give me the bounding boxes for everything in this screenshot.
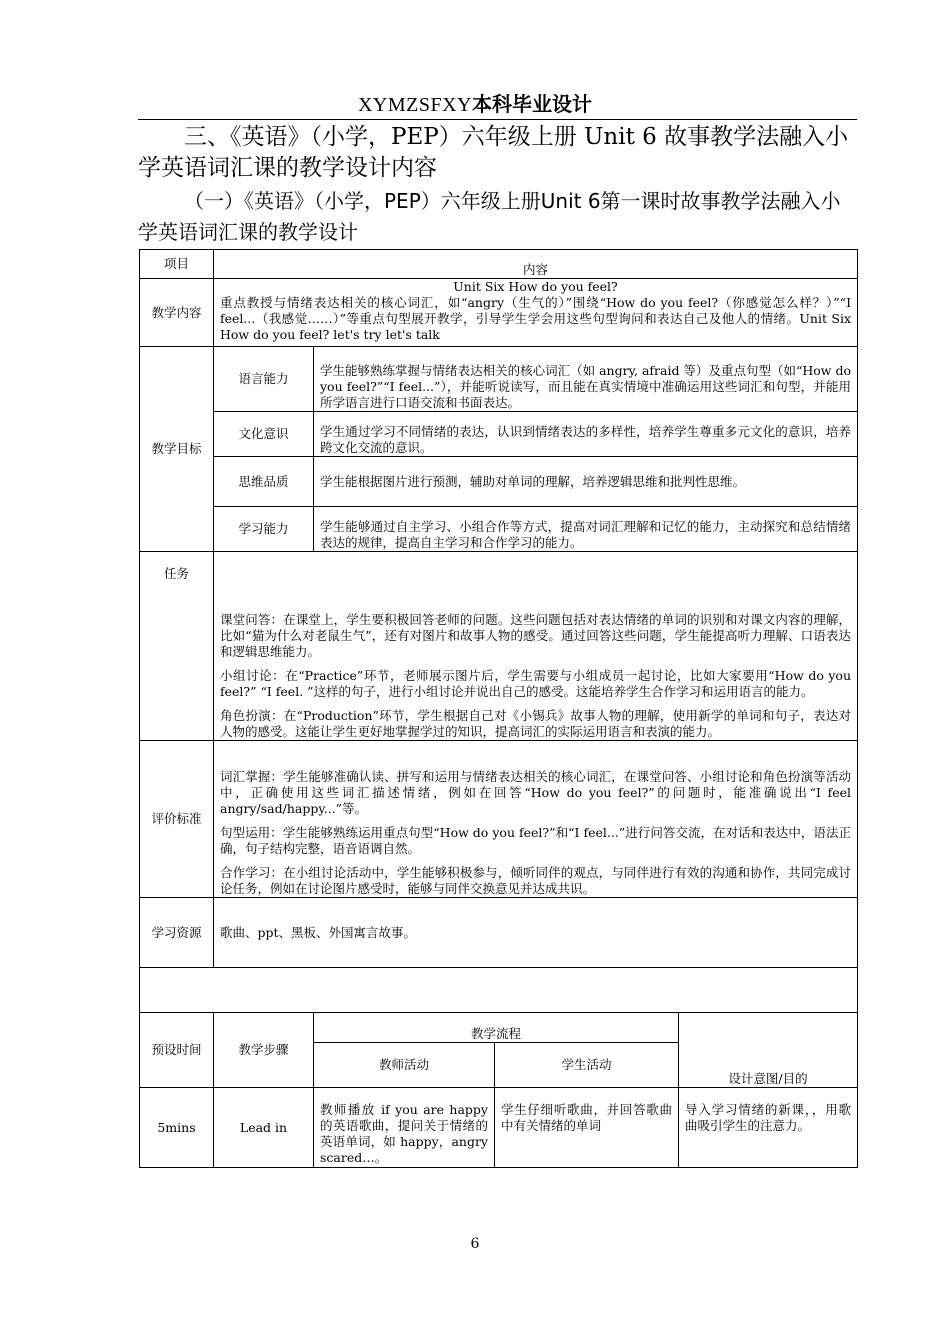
- header-rule: [138, 119, 857, 120]
- eval-item: 合作学习：在小组讨论活动中，学生能够积极参与，倾听同伴的观点，与同伴进行有效的沟通和协作，共同完成讨论任务，例如在讨论图片感受时，能够与同伴交换意见并达成共识。: [220, 865, 852, 896]
- goal-name: 学习能力: [214, 507, 314, 552]
- content-text: 重点教授与情绪表达相关的核心词汇，如“angry（生气的）”围绕“How do you feel?（你感觉怎么样？）”“I feel...（我感觉……）”等重点句型展开教学，引导学生学会用这些句型询问和表达自己及他人的情绪。Unit Six How do you feel? let's try let's talk: [220, 295, 852, 342]
- lesson-plan-table: [139, 249, 858, 1168]
- subsection-heading-text: （一）《英语》（小学，PEP）六年级上册Unit 6第一课时故事教学法融入小学英语词汇课的教学设计: [138, 189, 841, 244]
- flow-student-activity: 学生仔细听歌曲，并回答歌曲中有关情绪的单词: [495, 1088, 679, 1168]
- goal-text: 学生能根据图片进行预测，辅助对单词的理解，培养逻辑思维和批判性思维。: [314, 457, 858, 507]
- flow-student-header: 学生活动: [495, 1043, 679, 1088]
- goal-name: 思维品质: [214, 457, 314, 507]
- flow-process-header: 教学流程: [314, 1013, 679, 1043]
- table-row: [140, 1088, 858, 1168]
- eval-item: 句型运用：学生能够熟练运用重点句型“How do you feel?”和“I feel...”进行问答交流，在对话和表达中，语法正确，句子结构完整，语音语调自然。: [220, 825, 852, 856]
- flow-intent-header: 设计意图/目的: [679, 1013, 858, 1088]
- header-code: XYMZSFXY: [357, 94, 473, 116]
- flow-intent: 导入学习情绪的新课，，用歌曲吸引学生的注意力。: [679, 1088, 858, 1168]
- eval-cell: [214, 741, 858, 898]
- flow-step-header: 教学步骤: [214, 1013, 314, 1088]
- task-item: 小组讨论：在“Practice”环节，老师展示图片后，学生需要与小组成员一起讨论，比如大家要用“How do you feel?” “I feel. ”这样的句子，进行小组讨论并说出自己的感受。这能培养学生合作学习和运用语言的能力。: [220, 668, 852, 699]
- col-header-item: 项目: [140, 250, 214, 279]
- row-label-task: 任务: [140, 552, 214, 741]
- col-header-content: 内容: [214, 250, 858, 279]
- row-label-goals: 教学目标: [140, 347, 214, 552]
- content-cell: [214, 279, 858, 347]
- resources-text: 歌曲、ppt、黑板、外国寓言故事。: [214, 898, 858, 968]
- blank-row: [140, 968, 858, 1013]
- eval-item: 词汇掌握：学生能够准确认读、拼写和运用与情绪表达相关的核心词汇，在课堂问答、小组讨论和角色扮演等活动中，正确使用这些词汇描述情绪，例如在回答“How do you feel?”的问题时，能准确说出“I feel angry/sad/happy...”等。: [220, 769, 852, 816]
- goal-text: 学生能够熟练掌握与情绪表达相关的核心词汇（如 angry, afraid 等）及重点句型（如“How do you feel?”“I feel...”），并能听说读写，而且能在真实情境中准确运用这些词汇和句型，并能用所学语言进行口语交流和书面表达。: [314, 347, 858, 412]
- task-cell: [214, 552, 858, 741]
- header-label: 本科毕业设计: [472, 92, 593, 116]
- page-number: 6: [470, 1236, 480, 1252]
- section-heading-text: 三、《英语》（小学，PEP）六年级上册 Unit 6 故事教学法融入小学英语词汇课的教学设计内容: [138, 124, 849, 181]
- flow-teacher-activity: 教师播放 if you are happy 的英语歌曲，提问关于情绪的英语单词，如 happy，angry scared…。: [314, 1088, 495, 1168]
- content-title: Unit Six How do you feel?: [453, 279, 618, 294]
- flow-teacher-header: 教师活动: [314, 1043, 495, 1088]
- task-item: 角色扮演：在“Production”环节，学生根据自己对《小锡兵》故事人物的理解，使用新学的单词和句子，表达对人物的感受。这能让学生更好地掌握学过的知识，提高词汇的实际运用语言和表演的能力。: [220, 708, 852, 739]
- page-header: [0, 92, 950, 117]
- goal-name: 语言能力: [214, 347, 314, 412]
- flow-time-header: 预设时间: [140, 1013, 214, 1088]
- subsection-heading: [138, 186, 860, 248]
- task-item: 课堂问答：在课堂上，学生要积极回答老师的问题。这些问题包括对表达情绪的单词的识别和对课文内容的理解，比如“猫为什么对老鼠生气”，还有对图片和故事人物的感受。通过回答这些问题，学生能提高听力理解、口语表达和逻辑思维能力。: [220, 612, 852, 659]
- goal-text: 学生能够通过自主学习、小组合作等方式，提高对词汇理解和记忆的能力，主动探究和总结情绪表达的规律，提高自主学习和合作学习的能力。: [314, 507, 858, 552]
- goal-text: 学生通过学习不同情绪的表达，认识到情绪表达的多样性，培养学生尊重多元文化的意识，培养跨文化交流的意识。: [314, 412, 858, 457]
- flow-time: 5mins: [140, 1088, 214, 1168]
- row-label-content: 教学内容: [140, 279, 214, 347]
- section-heading: [138, 122, 860, 184]
- row-label-resources: 学习资源: [140, 898, 214, 968]
- flow-step: Lead in: [214, 1088, 314, 1168]
- goal-name: 文化意识: [214, 412, 314, 457]
- row-label-eval: 评价标准: [140, 741, 214, 898]
